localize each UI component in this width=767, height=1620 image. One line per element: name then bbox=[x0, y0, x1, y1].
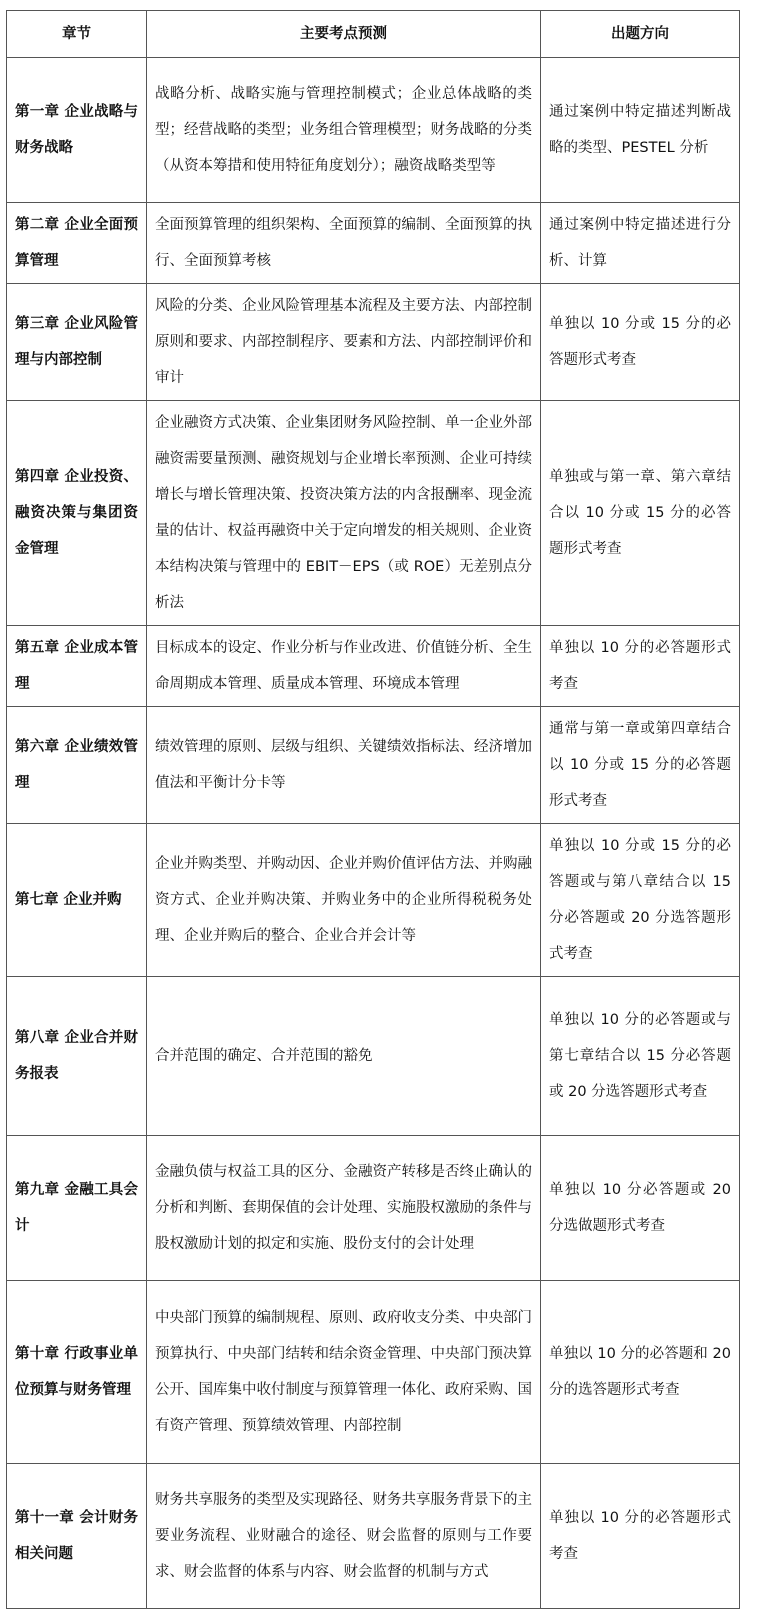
direction-cell: 单独以 10 分的必答题形式考查 bbox=[541, 626, 740, 707]
table-row bbox=[7, 203, 740, 284]
table-row bbox=[7, 707, 740, 824]
points-cell: 金融负债与权益工具的区分、金融资产转移是否终止确认的分析和判断、套期保值的会计处理、实施股权激励的条件与股权激励计划的拟定和实施、股份支付的会计处理 bbox=[147, 1136, 541, 1281]
points-cell: 财务共享服务的类型及实现路径、财务共享服务背景下的主要业务流程、业财融合的途径、财会监督的原则与工作要求、财会监督的体系与内容、财会监督的机制与方式 bbox=[147, 1464, 541, 1609]
points-cell: 绩效管理的原则、层级与组织、关键绩效指标法、经济增加值法和平衡计分卡等 bbox=[147, 707, 541, 824]
points-cell: 企业并购类型、并购动因、企业并购价值评估方法、并购融资方式、企业并购决策、并购业务中的企业所得税税务处理、企业并购后的整合、企业合并会计等 bbox=[147, 824, 541, 977]
direction-cell: 单独以 10 分或 15 分的必答题形式考查 bbox=[541, 284, 740, 401]
exam-forecast-table bbox=[6, 10, 740, 1609]
points-cell: 企业融资方式决策、企业集团财务风险控制、单一企业外部融资需要量预测、融资规划与企业增长率预测、企业可持续增长与增长管理决策、投资决策方法的内含报酬率、现金流量的估计、权益再融资中关于定向增发的相关规则、企业资本结构决策与管理中的 EBIT－EPS（或 ROE）无差别点分析法 bbox=[147, 401, 541, 626]
table-row bbox=[7, 824, 740, 977]
points-cell: 合并范围的确定、合并范围的豁免 bbox=[147, 977, 541, 1136]
header-key-points: 主要考点预测 bbox=[147, 11, 541, 58]
direction-cell: 通常与第一章或第四章结合以 10 分或 15 分的必答题形式考查 bbox=[541, 707, 740, 824]
direction-cell: 单独以 10 分的必答题形式考查 bbox=[541, 1464, 740, 1609]
table-row bbox=[7, 1464, 740, 1609]
table-row bbox=[7, 284, 740, 401]
header-direction: 出题方向 bbox=[541, 11, 740, 58]
chapter-cell: 第五章 企业成本管理 bbox=[7, 626, 147, 707]
chapter-cell: 第十一章 会计财务相关问题 bbox=[7, 1464, 147, 1609]
table-row bbox=[7, 626, 740, 707]
direction-cell: 单独以 10 分的必答题和 20 分的选答题形式考查 bbox=[541, 1281, 740, 1464]
points-cell: 战略分析、战略实施与管理控制模式；企业总体战略的类型；经营战略的类型；业务组合管理模型；财务战略的分类（从资本筹措和使用特征角度划分）；融资战略类型等 bbox=[147, 58, 541, 203]
table-row bbox=[7, 977, 740, 1136]
chapter-cell: 第十章 行政事业单位预算与财务管理 bbox=[7, 1281, 147, 1464]
chapter-cell: 第一章 企业战略与财务战略 bbox=[7, 58, 147, 203]
direction-cell: 单独或与第一章、第六章结合以 10 分或 15 分的必答题形式考查 bbox=[541, 401, 740, 626]
direction-cell: 单独以 10 分的必答题或与第七章结合以 15 分必答题或 20 分选答题形式考查 bbox=[541, 977, 740, 1136]
chapter-cell: 第六章 企业绩效管理 bbox=[7, 707, 147, 824]
header-chapter: 章节 bbox=[7, 11, 147, 58]
chapter-cell: 第八章 企业合并财务报表 bbox=[7, 977, 147, 1136]
chapter-cell: 第三章 企业风险管理与内部控制 bbox=[7, 284, 147, 401]
points-cell: 目标成本的设定、作业分析与作业改进、价值链分析、全生命周期成本管理、质量成本管理、环境成本管理 bbox=[147, 626, 541, 707]
direction-cell: 通过案例中特定描述判断战略的类型、PESTEL 分析 bbox=[541, 58, 740, 203]
points-cell: 全面预算管理的组织架构、全面预算的编制、全面预算的执行、全面预算考核 bbox=[147, 203, 541, 284]
chapter-cell: 第九章 金融工具会计 bbox=[7, 1136, 147, 1281]
points-cell: 风险的分类、企业风险管理基本流程及主要方法、内部控制原则和要求、内部控制程序、要素和方法、内部控制评价和审计 bbox=[147, 284, 541, 401]
points-cell: 中央部门预算的编制规程、原则、政府收支分类、中央部门预算执行、中央部门结转和结余资金管理、中央部门预决算公开、国库集中收付制度与预算管理一体化、政府采购、国有资产管理、预算绩效管理、内部控制 bbox=[147, 1281, 541, 1464]
table-row bbox=[7, 58, 740, 203]
direction-cell: 单独以 10 分或 15 分的必答题或与第八章结合以 15 分必答题或 20 分选答题形式考查 bbox=[541, 824, 740, 977]
table-row bbox=[7, 401, 740, 626]
chapter-cell: 第七章 企业并购 bbox=[7, 824, 147, 977]
direction-cell: 通过案例中特定描述进行分析、计算 bbox=[541, 203, 740, 284]
header-row bbox=[7, 11, 740, 58]
table-row bbox=[7, 1136, 740, 1281]
direction-cell: 单独以 10 分必答题或 20 分选做题形式考查 bbox=[541, 1136, 740, 1281]
chapter-cell: 第四章 企业投资、融资决策与集团资金管理 bbox=[7, 401, 147, 626]
table-row bbox=[7, 1281, 740, 1464]
chapter-cell: 第二章 企业全面预算管理 bbox=[7, 203, 147, 284]
